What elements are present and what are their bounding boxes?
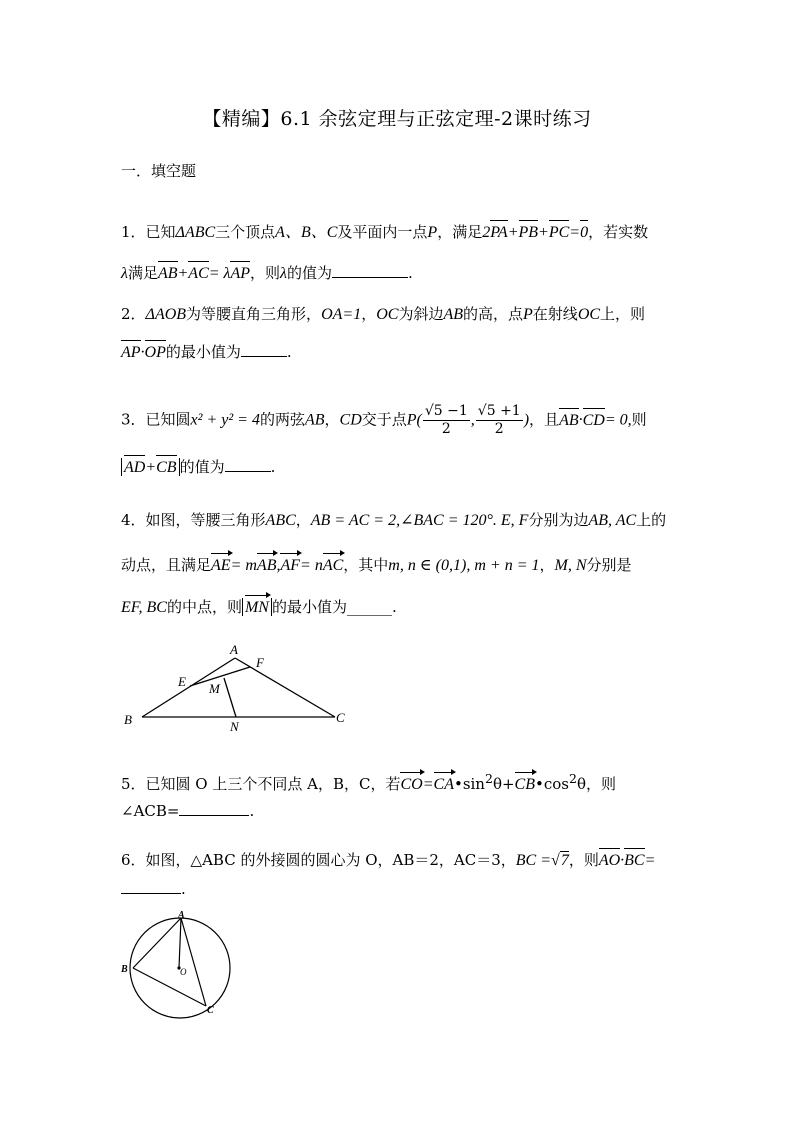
q4-text: 的最小值为______. xyxy=(271,598,397,616)
vector-bc: BC xyxy=(624,846,644,872)
vector-pa: PA xyxy=(490,218,507,244)
label-m: M xyxy=(209,681,220,696)
vector-pc: PC xyxy=(549,218,569,244)
q3-text: . xyxy=(270,458,276,476)
q2-math: · xyxy=(140,344,145,361)
q2-text: 的高，点 xyxy=(463,305,524,323)
side-ba xyxy=(142,658,235,717)
fraction-1 xyxy=(423,403,470,438)
q3-text: 则 xyxy=(631,410,647,429)
question-2-line-1 xyxy=(121,303,645,326)
q6-text: ，则 xyxy=(568,851,599,869)
q1-math: λ xyxy=(280,265,287,282)
q5-superscript: 2 xyxy=(568,771,577,786)
vector-ap: AP xyxy=(121,338,141,364)
q3-math: x² + y² = 4 xyxy=(190,411,260,429)
q3-math: = 0, xyxy=(604,411,632,429)
q4-math: AB = AC = 2,∠BAC = 120°. E, F xyxy=(310,512,529,529)
vector-mn: MN xyxy=(245,593,269,619)
vector-af: AF xyxy=(280,551,300,577)
q2-math: ΔAOB xyxy=(145,306,187,323)
question-5-line-2 xyxy=(121,800,254,822)
label-o: O xyxy=(180,967,187,977)
sqrt-sign: √ xyxy=(551,852,560,869)
q1-text: 1．已知 xyxy=(121,223,176,241)
question-3-line-1 xyxy=(121,403,647,438)
q1-math: A、B、C xyxy=(275,224,338,241)
answer-blank xyxy=(332,262,408,278)
page-title: 【精编】6.1 余弦定理与正弦定理-2课时练习 xyxy=(202,108,592,130)
q5-text: ∠ACB= xyxy=(121,802,180,820)
q1-math: + xyxy=(538,224,549,241)
q4-text: 4．如图，等腰三角形 xyxy=(121,511,266,529)
q1-math: + xyxy=(177,265,189,282)
label-c: C xyxy=(207,1005,214,1016)
fraction-2 xyxy=(476,403,523,438)
label-a: A xyxy=(178,910,185,921)
vector-ap: AP xyxy=(230,259,250,285)
q4-text: 动点，且满足 xyxy=(121,556,212,574)
q1-text: ，满足 xyxy=(437,223,483,241)
q4-text: 的中点，则 xyxy=(166,598,242,616)
q4-math: m, n ∈ (0,1), m + n = 1 xyxy=(388,557,540,574)
question-6-line-2 xyxy=(121,878,186,900)
label-b: B xyxy=(124,712,132,727)
q4-text: 分别是 xyxy=(586,556,632,574)
vector-ac: AC xyxy=(323,551,343,577)
side-bc xyxy=(133,968,206,1006)
q2-math: OA xyxy=(321,306,343,323)
q2-math: OC xyxy=(577,306,601,323)
label-f: F xyxy=(256,655,264,670)
q3-math: + xyxy=(145,459,157,476)
q4-text: 上的 xyxy=(636,511,667,529)
side-ac xyxy=(235,658,335,717)
circumcircle-figure xyxy=(118,908,248,1020)
fraction-numerator: √5 −1 xyxy=(424,403,468,419)
question-3-line-2 xyxy=(121,453,275,479)
answer-blank xyxy=(241,341,287,357)
vector-co: CO xyxy=(400,770,422,796)
fraction-denominator: 2 xyxy=(441,421,451,437)
vector-cb: CB xyxy=(515,770,535,796)
q1-text: 满足 xyxy=(127,264,158,282)
q5-text: ，则 xyxy=(585,775,616,793)
q3-math: P( xyxy=(406,411,422,429)
q6-math: 7 xyxy=(560,852,569,869)
q6-math: BC = xyxy=(515,852,552,869)
vector-ad: AD xyxy=(124,453,145,479)
q4-math: M, N xyxy=(554,557,587,574)
q5-math: θ xyxy=(576,775,586,793)
side-ac xyxy=(181,918,206,1006)
q4-math: = m xyxy=(230,557,257,574)
answer-blank xyxy=(225,456,271,472)
answer-blank xyxy=(121,878,181,894)
q5-text: 5．已知圆 O 上三个不同点 A，B，C，若 xyxy=(121,775,401,793)
question-1-line-1 xyxy=(121,218,648,244)
vector-ab: AB xyxy=(158,259,178,285)
question-2-line-2 xyxy=(121,338,292,364)
q4-math: , xyxy=(276,557,281,574)
q6-text: . xyxy=(181,880,186,898)
question-5-line-1 xyxy=(121,768,616,796)
fraction-numerator: √5 +1 xyxy=(477,403,521,419)
q4-math: AB, AC xyxy=(588,512,637,529)
q2-text: 为等腰直角三角形， xyxy=(186,305,322,323)
label-c: C xyxy=(336,710,345,725)
q1-text: 三个顶点 xyxy=(215,223,276,241)
vector-ca: CA xyxy=(434,770,454,796)
q2-math: P xyxy=(523,306,533,323)
q3-text: ， xyxy=(324,410,340,429)
q1-math: P xyxy=(427,224,438,241)
vector-ab: AB xyxy=(257,551,277,577)
q1-math: = xyxy=(569,224,581,241)
q1-math: ΔABC xyxy=(175,224,216,241)
q1-text: ，则 xyxy=(250,264,281,282)
q2-text: 2． xyxy=(121,305,146,323)
q3-math: CD xyxy=(339,411,362,429)
fraction-denominator: 2 xyxy=(494,421,504,437)
segment-ao xyxy=(179,918,181,968)
question-6-line-1 xyxy=(121,846,655,872)
label-b: B xyxy=(121,964,128,975)
q4-text: ， xyxy=(295,511,311,529)
absolute-value xyxy=(242,598,272,616)
label-a: A xyxy=(230,642,238,657)
vector-cb: CB xyxy=(156,453,176,479)
q1-math: + xyxy=(507,224,519,241)
q4-text: ，其中 xyxy=(343,556,389,574)
q3-math: ) xyxy=(523,411,530,429)
q5-math: •cos xyxy=(535,775,569,793)
q3-text: 的两弦 xyxy=(259,410,305,429)
q2-math: OC xyxy=(376,306,399,323)
answer-blank xyxy=(179,800,249,816)
segment-mn xyxy=(224,678,236,717)
question-4-line-2 xyxy=(121,551,632,577)
q5-superscript: 2 xyxy=(484,771,493,786)
q4-math: EF, BC xyxy=(121,599,167,616)
q3-math: , xyxy=(470,411,475,429)
vector-ac: AC xyxy=(188,259,208,285)
q6-text: 6．如图，△ABC 的外接圆的圆心为 O，AB＝2，AC＝3， xyxy=(121,851,516,869)
q3-math: AB xyxy=(304,411,325,429)
q3-text: 的值为 xyxy=(179,458,225,476)
side-ab xyxy=(133,918,181,968)
q2-text: . xyxy=(286,343,292,361)
q4-text: ， xyxy=(539,556,555,574)
q5-math: θ+ xyxy=(492,775,515,793)
q4-text: 分别为边 xyxy=(528,511,589,529)
question-1-line-2 xyxy=(121,259,413,285)
q2-text: ， xyxy=(361,305,377,323)
triangle-figure xyxy=(120,640,360,735)
q5-math: = xyxy=(422,776,434,793)
q3-text: 3．已知圆 xyxy=(121,410,191,429)
vector-cd: CD xyxy=(583,406,605,432)
question-4-line-1 xyxy=(121,509,666,532)
zero-vector: 0 xyxy=(580,218,588,244)
q6-math: · xyxy=(620,852,625,869)
q1-text: 的值为 xyxy=(286,264,332,282)
q2-math: AB xyxy=(443,306,463,323)
q2-math: =1 xyxy=(342,306,362,323)
q4-math: = n xyxy=(300,557,323,574)
q3-text: ，且 xyxy=(529,410,560,429)
absolute-value xyxy=(121,458,180,476)
vector-ab: AB xyxy=(559,406,579,432)
q2-text: 上，则 xyxy=(600,305,646,323)
q1-text: ，若实数 xyxy=(588,223,649,241)
label-e: E xyxy=(178,674,186,689)
vector-op: OP xyxy=(145,338,166,364)
vector-ao: AO xyxy=(599,846,620,872)
segment-ef xyxy=(190,667,250,686)
section-heading: 一．填空题 xyxy=(121,162,197,180)
question-4-line-3 xyxy=(121,593,397,619)
q4-math: ABC xyxy=(265,512,296,529)
q2-text: 在射线 xyxy=(532,305,578,323)
q2-text: 的最小值为 xyxy=(165,343,241,361)
q1-text: 及平面内一点 xyxy=(337,223,428,241)
label-n: N xyxy=(230,719,239,734)
q1-text: . xyxy=(408,264,413,282)
q6-math: = xyxy=(644,852,656,869)
q5-text: . xyxy=(249,802,255,820)
q1-math: λ xyxy=(121,265,128,282)
vector-ae: AE xyxy=(211,551,231,577)
vector-pb: PB xyxy=(519,218,539,244)
q2-text: 为斜边 xyxy=(398,305,444,323)
q1-math: = λ xyxy=(208,265,231,282)
q3-math: · xyxy=(578,411,583,429)
q5-math: •sin xyxy=(453,775,485,793)
q3-text: 交于点 xyxy=(361,410,407,429)
q1-math: 2 xyxy=(482,224,491,241)
